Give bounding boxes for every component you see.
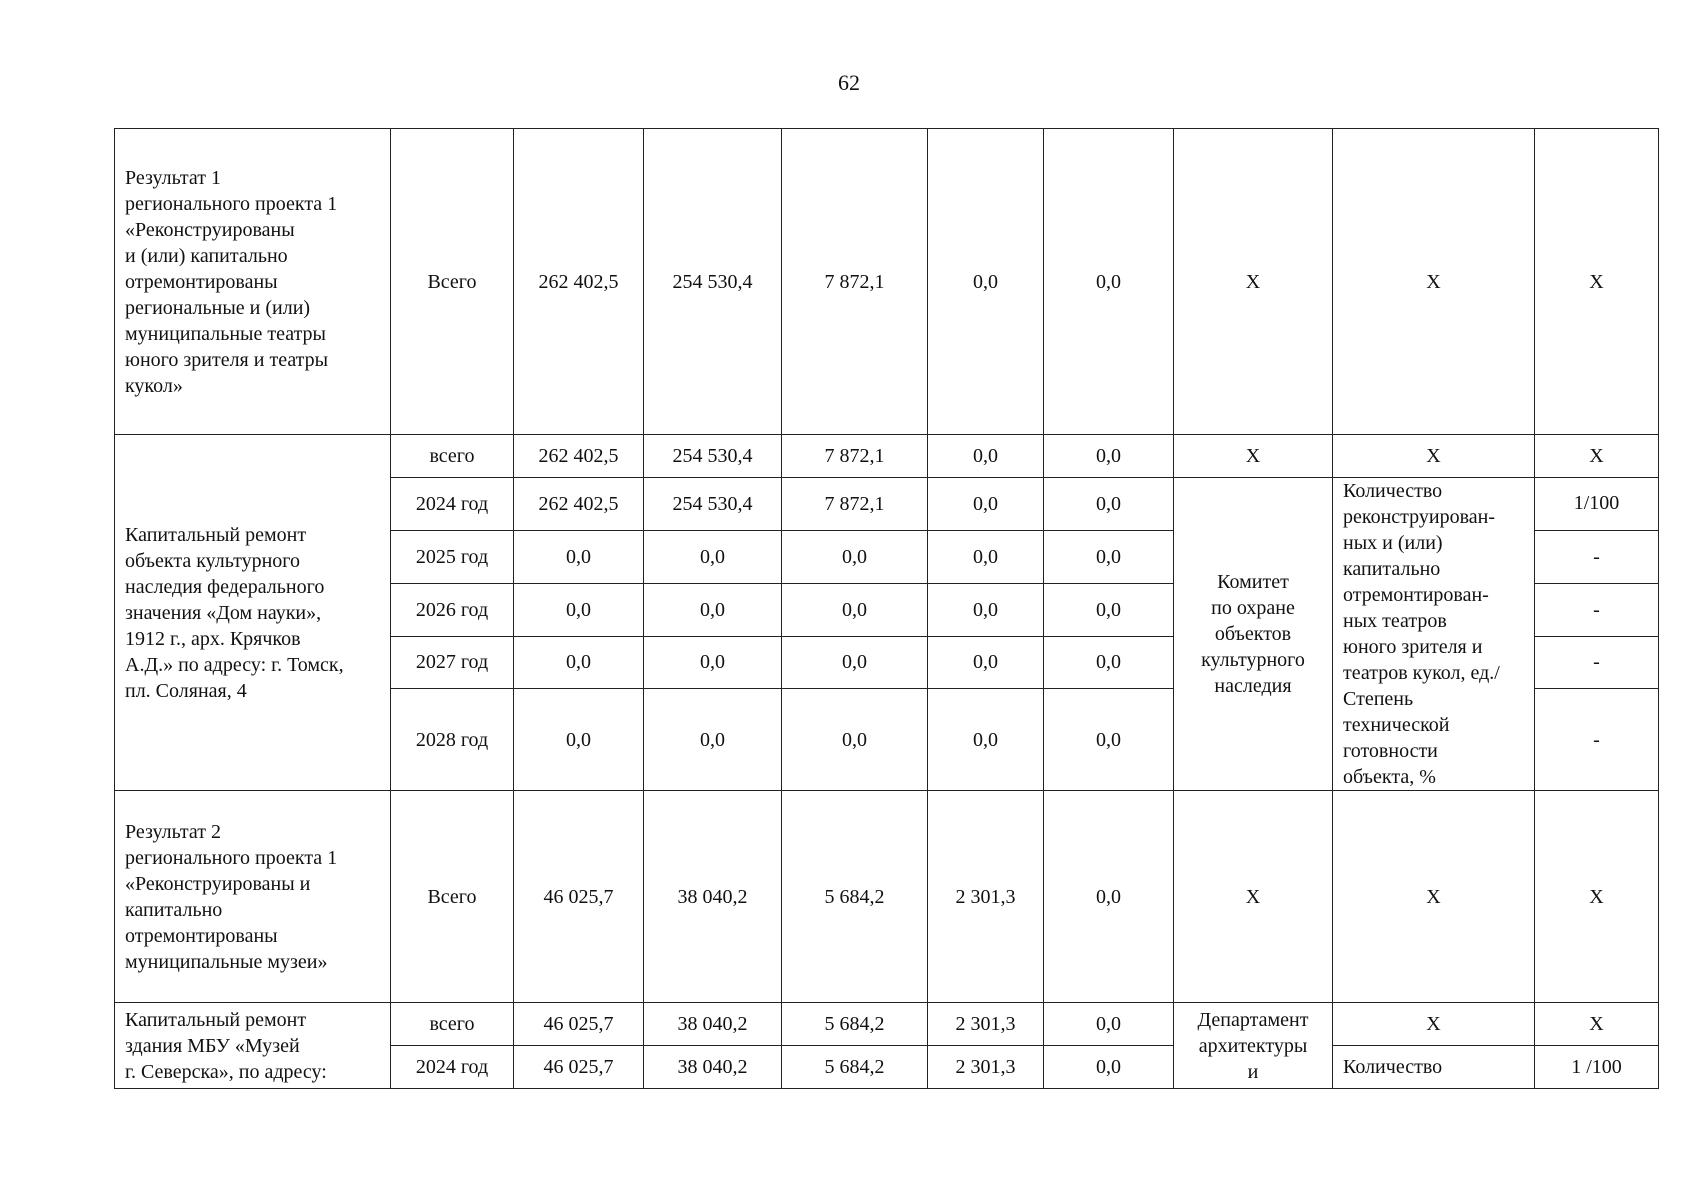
table-row [115, 1003, 1659, 1046]
value-cell: 0,0 [644, 530, 782, 583]
indicator-cell: Х [1333, 1003, 1535, 1046]
value-cell: 262 402,5 [514, 129, 644, 435]
budget-table [114, 128, 1659, 1089]
value-cell: 0,0 [644, 636, 782, 689]
value-cell: 0,0 [782, 689, 928, 791]
value-cell: 46 025,7 [514, 1046, 644, 1089]
period-cell: 2028 год [391, 689, 514, 791]
value-cell: 0,0 [782, 583, 928, 636]
value-cell: 262 402,5 [514, 435, 644, 478]
value-cell: 38 040,2 [644, 1003, 782, 1046]
value-cell: 0,0 [928, 689, 1044, 791]
value-cell: 0,0 [1044, 1046, 1174, 1089]
value-cell: 0,0 [1044, 129, 1174, 435]
value-cell: 0,0 [1044, 689, 1174, 791]
value-cell: 0,0 [928, 435, 1044, 478]
period-cell: всего [391, 1003, 514, 1046]
value-cell: 5 684,2 [782, 791, 928, 1003]
indicator-cell: Х [1333, 129, 1535, 435]
value-cell: 0,0 [782, 636, 928, 689]
value-cell: 262 402,5 [514, 478, 644, 531]
target-cell: 1/100 [1535, 478, 1659, 531]
value-cell: 46 025,7 [514, 791, 644, 1003]
value-cell: 7 872,1 [782, 129, 928, 435]
table-row [115, 129, 1659, 435]
period-cell: 2026 год [391, 583, 514, 636]
table-row [115, 435, 1659, 478]
executor-cell: Департамент архитектуры и [1174, 1003, 1333, 1089]
value-cell: 0,0 [514, 689, 644, 791]
indicator-cell: Х [1333, 791, 1535, 1003]
result-name: Результат 1 регионального проекта 1 «Реконструированы и (или) капитально отремонтированы региональные и (или) муниципальные театры юного зрителя и театры кукол» [115, 129, 391, 435]
target-cell: - [1535, 689, 1659, 791]
value-cell: 0,0 [644, 689, 782, 791]
value-cell: 0,0 [782, 530, 928, 583]
object-name: Капитальный ремонт здания МБУ «Музей г. Северска», по адресу: [115, 1003, 391, 1089]
value-cell: 0,0 [644, 583, 782, 636]
period-cell: Всего [391, 791, 514, 1003]
target-cell: Х [1535, 129, 1659, 435]
value-cell: 2 301,3 [928, 791, 1044, 1003]
period-cell: 2024 год [391, 1046, 514, 1089]
value-cell: 254 530,4 [644, 435, 782, 478]
target-cell: Х [1535, 435, 1659, 478]
value-cell: 7 872,1 [782, 478, 928, 531]
target-cell: - [1535, 636, 1659, 689]
value-cell: 0,0 [928, 478, 1044, 531]
executor-cell: Х [1174, 435, 1333, 478]
value-cell: 0,0 [1044, 1003, 1174, 1046]
period-cell: 2025 год [391, 530, 514, 583]
value-cell: 5 684,2 [782, 1003, 928, 1046]
indicator-cell: Х [1333, 435, 1535, 478]
value-cell: 0,0 [928, 530, 1044, 583]
target-cell: - [1535, 530, 1659, 583]
value-cell: 254 530,4 [644, 129, 782, 435]
value-cell: 0,0 [1044, 530, 1174, 583]
value-cell: 0,0 [514, 583, 644, 636]
indicator-cell: Количество реконструирован- ных и (или) капитально отремонтирован- ных театров юного зрителя и театров кукол, ед./ Степень технической готовности объекта, % [1333, 478, 1535, 791]
executor-cell: Х [1174, 791, 1333, 1003]
value-cell: 0,0 [514, 636, 644, 689]
value-cell: 0,0 [928, 129, 1044, 435]
target-cell: Х [1535, 791, 1659, 1003]
value-cell: 0,0 [1044, 583, 1174, 636]
value-cell: 46 025,7 [514, 1003, 644, 1046]
value-cell: 0,0 [514, 530, 644, 583]
executor-cell: Комитет по охране объектов культурного наследия [1174, 478, 1333, 791]
value-cell: 38 040,2 [644, 791, 782, 1003]
value-cell: 38 040,2 [644, 1046, 782, 1089]
value-cell: 0,0 [1044, 478, 1174, 531]
target-cell: Х [1535, 1003, 1659, 1046]
value-cell: 0,0 [928, 636, 1044, 689]
page-number: 62 [838, 70, 860, 95]
target-cell: 1 /100 [1535, 1046, 1659, 1089]
table-row [115, 791, 1659, 1003]
period-cell: Всего [391, 129, 514, 435]
period-cell: всего [391, 435, 514, 478]
result-name: Результат 2 регионального проекта 1 «Реконструированы и капитально отремонтированы муниципальные музеи» [115, 791, 391, 1003]
indicator-cell: Количество [1333, 1046, 1535, 1089]
value-cell: 2 301,3 [928, 1003, 1044, 1046]
value-cell: 254 530,4 [644, 478, 782, 531]
value-cell: 5 684,2 [782, 1046, 928, 1089]
value-cell: 7 872,1 [782, 435, 928, 478]
value-cell: 0,0 [1044, 636, 1174, 689]
value-cell: 2 301,3 [928, 1046, 1044, 1089]
value-cell: 0,0 [928, 583, 1044, 636]
period-cell: 2027 год [391, 636, 514, 689]
value-cell: 0,0 [1044, 435, 1174, 478]
value-cell: 0,0 [1044, 791, 1174, 1003]
period-cell: 2024 год [391, 478, 514, 531]
object-name: Капитальный ремонт объекта культурного наследия федерального значения «Дом науки», 1912 г., арх. Крячков А.Д.» по адресу: г. Томск, пл. Соляная, 4 [115, 435, 391, 791]
executor-cell: Х [1174, 129, 1333, 435]
target-cell: - [1535, 583, 1659, 636]
